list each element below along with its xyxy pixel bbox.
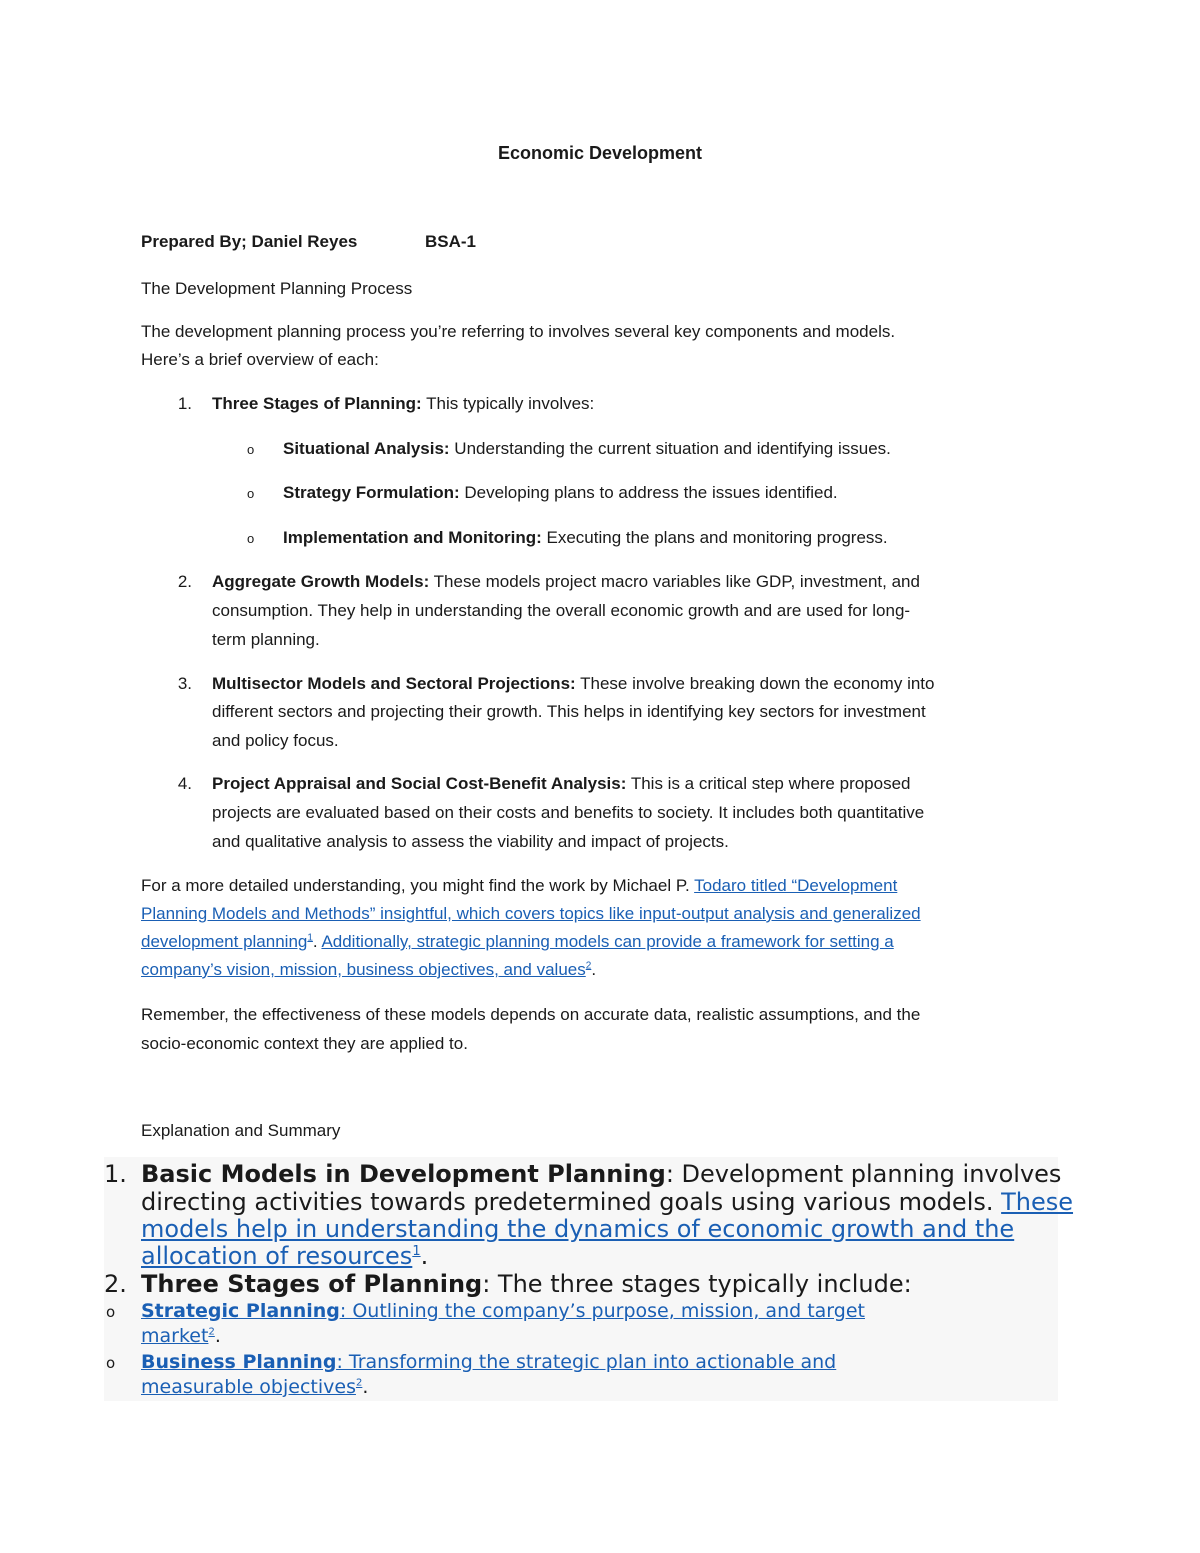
detail-lead: For a more detailed understanding, you might find the work by Michael P.	[141, 876, 695, 895]
bullet-marker: o	[247, 442, 255, 457]
footnote-ref[interactable]: 2	[208, 1326, 215, 1338]
sublist-term: Implementation and Monitoring:	[283, 528, 542, 547]
models-link-continued[interactable]: models help in understanding the dynamics of economic growth and the	[141, 1215, 1015, 1243]
models-link-end[interactable]: allocation of resources	[141, 1242, 413, 1270]
list-item	[212, 670, 934, 699]
list-term: Aggregate Growth Models:	[212, 572, 430, 591]
section-code: BSA-1	[425, 232, 477, 251]
business-planning-link[interactable]: Business Planning	[141, 1351, 337, 1373]
list-text-line: and qualitative analysis to assess the viability and impact of projects.	[212, 832, 729, 851]
summary-term: Three Stages of Planning	[141, 1270, 483, 1298]
footnote-ref[interactable]: 1	[412, 1244, 421, 1259]
summary-bullet-line	[141, 1324, 221, 1349]
sublist-item	[283, 479, 838, 508]
strategic-planning-link-end[interactable]: market	[141, 1325, 209, 1347]
detail-line-3	[141, 928, 894, 957]
sublist-term: Strategy Formulation:	[283, 483, 460, 502]
bullet-marker: o	[247, 531, 255, 546]
business-planning-link-end[interactable]: measurable objectives	[141, 1376, 356, 1398]
bullet-marker: o	[106, 1354, 116, 1372]
footnote-ref[interactable]: 2	[585, 960, 592, 972]
remember-line-1: Remember, the effectiveness of these models depends on accurate data, realistic assumptions, and the	[141, 1005, 921, 1024]
detail-line-4	[141, 956, 596, 985]
summary-bullet	[141, 1350, 836, 1375]
summary-bullet	[141, 1299, 865, 1324]
remember-line-2: socio-economic context they are applied to.	[141, 1034, 468, 1053]
summary-end: .	[420, 1242, 429, 1270]
strategic-planning-link[interactable]: Strategic Planning	[141, 1300, 340, 1322]
sublist-item	[283, 524, 888, 553]
business-planning-text-link[interactable]: : Transforming the strategic plan into actionable and	[336, 1351, 837, 1373]
list-item	[212, 390, 594, 419]
detail-punct: .	[312, 932, 322, 951]
strategic-models-link-continued[interactable]: company’s vision, mission, business objectives, and values	[141, 960, 586, 979]
list-text: This typically involves:	[421, 394, 595, 413]
list-number: 3.	[177, 674, 192, 693]
todaro-link-end[interactable]: development planning	[141, 932, 308, 951]
intro-line-2: Here’s a brief overview of each:	[141, 350, 379, 369]
models-link[interactable]: These	[1001, 1188, 1074, 1216]
list-text-line: and policy focus.	[212, 731, 339, 750]
list-text: These involve breaking down the economy into	[575, 674, 935, 693]
summary-text: directing activities towards predetermined goals using various models.	[141, 1188, 1002, 1216]
list-term: Three Stages of Planning:	[212, 394, 422, 413]
list-item	[212, 568, 920, 597]
list-text-line: term planning.	[212, 630, 320, 649]
list-number: 1.	[177, 394, 192, 413]
summary-item	[141, 1271, 912, 1298]
summary-number: 2.	[104, 1270, 127, 1298]
list-text-line: projects are evaluated based on their costs and benefits to society. It includes both quantitative	[212, 803, 925, 822]
sublist-term: Situational Analysis:	[283, 439, 450, 458]
bullet-end: .	[214, 1325, 221, 1347]
strategic-models-link[interactable]: Additionally, strategic planning models can provide a framework for setting a	[321, 932, 894, 951]
bullet-marker: o	[247, 486, 255, 501]
summary-text: : The three stages typically include:	[482, 1270, 912, 1298]
bullet-end: .	[362, 1376, 369, 1398]
summary-bullet-line	[141, 1375, 368, 1400]
sublist-item	[283, 435, 891, 464]
summary-line	[141, 1243, 428, 1270]
document-title: Economic Development	[497, 143, 703, 163]
todaro-link[interactable]: Todaro titled “Development	[694, 876, 898, 895]
list-item	[212, 770, 911, 799]
intro-line-1: The development planning process you’re referring to involves several key components and models.	[141, 322, 896, 341]
prepared-by: Prepared By; Daniel Reyes	[141, 232, 358, 251]
section-heading: The Development Planning Process	[141, 279, 413, 298]
footnote-ref[interactable]: 1	[307, 932, 313, 944]
sublist-text: Executing the plans and monitoring progress.	[541, 528, 888, 547]
list-number: 2.	[177, 572, 192, 591]
summary-number: 1.	[104, 1160, 127, 1188]
detail-line-1	[141, 872, 897, 901]
bullet-marker: o	[106, 1303, 116, 1321]
list-text-line: consumption. They help in understanding the overall economic growth and are used for long-	[212, 601, 911, 620]
summary-heading: Explanation and Summary	[141, 1121, 341, 1140]
footnote-ref[interactable]: 2	[355, 1377, 363, 1389]
todaro-link-continued[interactable]: Planning Models and Methods” insightful, which covers topics like input-output analysis and generalized	[141, 904, 921, 923]
summary-line	[141, 1189, 1073, 1216]
list-text: This is a critical step where proposed	[626, 774, 911, 793]
list-term: Multisector Models and Sectoral Projections:	[212, 674, 576, 693]
list-number: 4.	[177, 774, 192, 793]
sublist-text: Understanding the current situation and identifying issues.	[449, 439, 891, 458]
summary-item	[141, 1161, 1061, 1188]
summary-text: : Development planning involves	[665, 1160, 1062, 1188]
strategic-planning-text-link[interactable]: : Outlining the company’s purpose, mission, and target	[339, 1300, 865, 1322]
detail-end: .	[591, 960, 597, 979]
sublist-text: Developing plans to address the issues identified.	[459, 483, 838, 502]
list-term: Project Appraisal and Social Cost-Benefit Analysis:	[212, 774, 627, 793]
list-text-line: different sectors and projecting their growth. This helps in identifying key sectors for investment	[212, 702, 926, 721]
list-text: These models project macro variables like GDP, investment, and	[429, 572, 920, 591]
summary-term: Basic Models in Development Planning	[141, 1160, 666, 1188]
